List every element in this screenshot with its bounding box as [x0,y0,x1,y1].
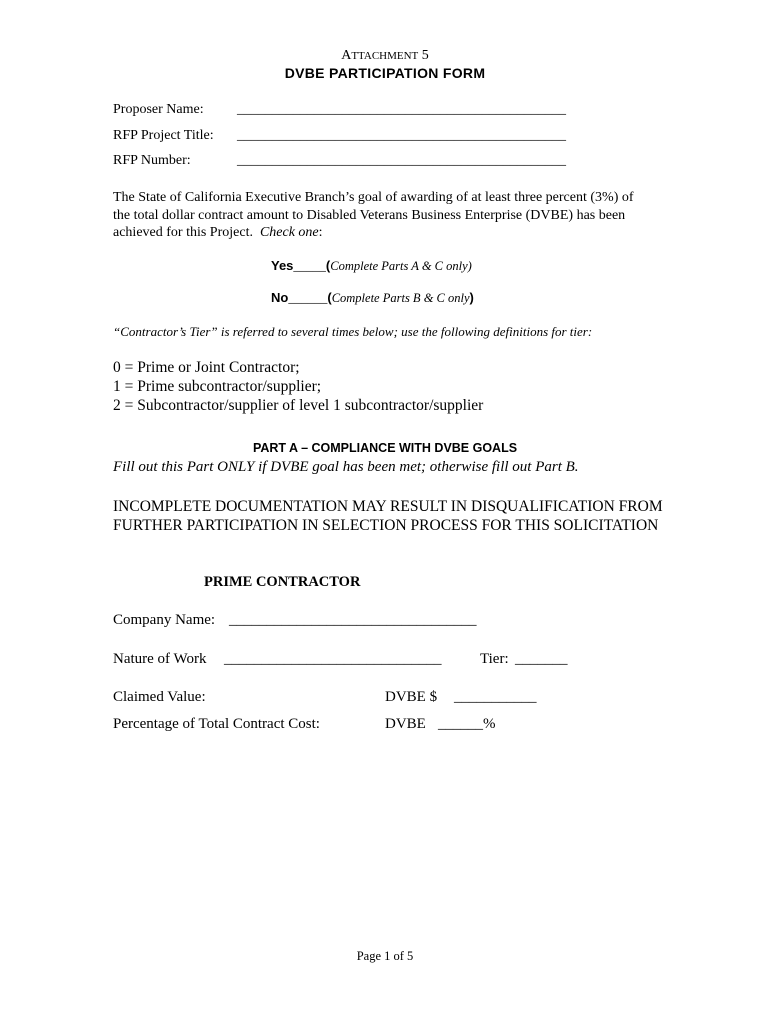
tier-field[interactable]: _______ [515,651,568,667]
attachment-number: 5 [421,48,429,63]
percentage-dvbe-label: DVBE [385,716,426,732]
claimed-dvbe-label: DVBE $ [385,689,438,705]
rfp-project-title-field[interactable]: _______________________________________________ [237,128,566,143]
part-a-instruction: Fill out this Part ONLY if DVBE goal has been met; otherwise fill out Part B. [113,459,579,475]
check-one-colon: : [318,225,323,240]
no-label: No [271,290,289,305]
tier-item-0: 0 = Prime or Joint Contractor; [113,359,300,376]
no-option[interactable]: No______(Complete Parts B & C only) [271,290,474,305]
percentage-field[interactable]: ______% [438,716,496,732]
part-a-heading: PART A – COMPLIANCE WITH DVBE GOALS [252,441,518,455]
page-number: Page 1 of 5 [356,949,414,963]
nature-of-work-field[interactable]: _____________________________ [224,651,442,667]
yes-option[interactable]: Yes_____(Complete Parts A & C only) [271,258,472,273]
attachment-first-letter: A [341,48,352,63]
rfp-number-field[interactable]: _______________________________________________ [237,153,566,168]
proposer-name-label: Proposer Name: [113,102,204,117]
tier-item-2: 2 = Subcontractor/supplier of level 1 subcontractor/supplier [113,397,484,414]
company-name-field[interactable]: _________________________________ [229,612,477,628]
company-name-label: Company Name: [113,612,216,628]
form-title: DVBE PARTICIPATION FORM [284,65,486,81]
tier-definition: “Contractor’s Tier” is referred to several times below; use the following definitions for tier: [113,324,593,339]
yes-blank[interactable]: _____ [293,258,326,273]
check-one-prompt: Check one [259,225,319,240]
claimed-value-field[interactable]: ___________ [454,689,537,705]
percentage-label: Percentage of Total Contract Cost: [113,716,320,732]
nature-of-work-label: Nature of Work [113,651,207,667]
goal-paragraph [113,189,643,242]
goal-text: The State of California Executive Branch’s goal of awarding of at least three percent (3%) of the total dollar contract amount to Disabled Veterans Business Enterprise (DVBE) has been achieved for this Project. [113,190,634,240]
disqualification-warning: INCOMPLETE DOCUMENTATION MAY RESULT IN DISQUALIFICATION FROM FURTHER PARTICIPATION IN SELECTION PROCESS FOR THIS SOLICITATION [113,498,663,534]
attachment-label [0,48,770,64]
proposer-name-field[interactable]: _______________________________________________ [237,102,566,117]
tier-item-1: 1 = Prime subcontractor/supplier; [113,378,322,395]
no-note: Complete Parts B & C only [331,291,470,305]
yes-note: Complete Parts A & C only) [330,259,472,273]
rfp-number-label: RFP Number: [113,153,191,168]
prime-contractor-heading: PRIME CONTRACTOR [204,574,361,590]
attachment-rest: TTACHMENT [351,50,419,62]
claimed-value-label: Claimed Value: [113,689,206,705]
yes-label: Yes [271,258,294,273]
tier-label: Tier: [480,651,509,667]
rfp-project-title-label: RFP Project Title: [113,128,214,143]
no-blank[interactable]: ______ [288,290,328,305]
